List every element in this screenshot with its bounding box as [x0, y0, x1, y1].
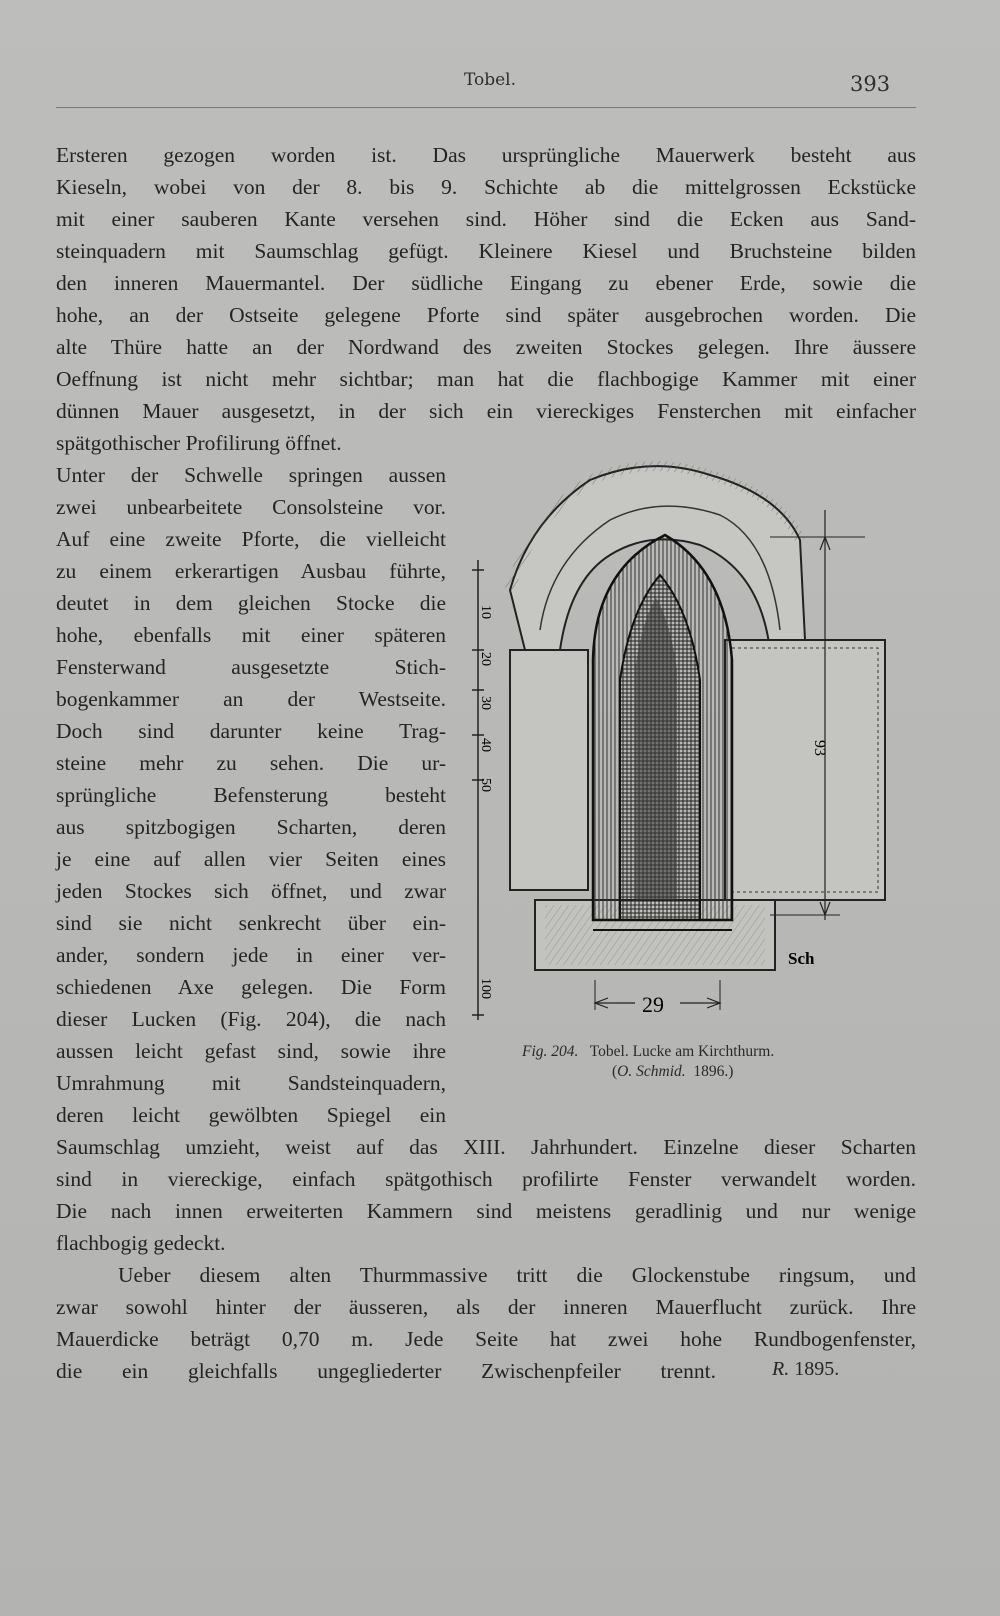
body-line: spätgothischer Profilirung öffnet. [56, 431, 342, 455]
body-line: sprüngliche Befensterung besteht [56, 783, 446, 807]
body-line: mit einer sauberen Kante versehen sind. Höher sind die Ecken aus Sand- [56, 207, 916, 231]
body-line: zwei unbearbeitete Consolsteine vor. [56, 495, 446, 519]
body-line: ander, sondern jede in einer ver- [56, 943, 446, 967]
body-line: je eine auf allen vier Seiten eines [56, 847, 446, 871]
scale-label: 50 [478, 778, 493, 792]
body-line: Umrahmung mit Sandsteinquadern, [56, 1071, 446, 1095]
caption-author: O. Schmid. [617, 1063, 686, 1080]
body-line: Doch sind darunter keine Trag- [56, 719, 446, 743]
signature [772, 1358, 839, 1381]
body-line: Oeffnung ist nicht mehr sichtbar; man hat die flachbogige Kammer mit einer [56, 367, 916, 391]
right-jamb-stone [725, 640, 885, 900]
signature-year: 1895. [789, 1358, 840, 1380]
body-line: Die nach innen erweiterten Kammern sind meistens geradlinig und nur wenige [56, 1199, 916, 1223]
body-line: zu einem erkerartigen Ausbau führte, [56, 559, 446, 583]
body-line: den inneren Mauermantel. Der südliche Eingang zu ebener Erde, sowie die [56, 271, 916, 295]
figure-caption-credit [612, 1063, 733, 1081]
scale-label: 100 [478, 978, 493, 999]
body-line: sind in viereckige, einfach spätgothisch profilirte Fenster verwandelt worden. [56, 1167, 916, 1191]
body-line: aus spitzbogigen Scharten, deren [56, 815, 446, 839]
body-line: hohe, ebenfalls mit einer späteren [56, 623, 446, 647]
body-line: Kieseln, wobei von der 8. bis 9. Schichte ab die mittelgrossen Eckstücke [56, 175, 916, 199]
artist-monogram: Sch [788, 949, 815, 968]
caption-title: Tobel. Lucke am Kirchthurm. [589, 1043, 775, 1060]
signature-initial: R. [772, 1358, 790, 1380]
body-line: steinquadern mit Saumschlag gefügt. Kleinere Kiesel und Bruchsteine bilden [56, 239, 916, 263]
running-head: Tobel. [463, 70, 517, 90]
caption-paren: ( [612, 1063, 618, 1080]
body-line: aussen leicht gefast sind, sowie ihre [56, 1039, 446, 1063]
body-line: alte Thüre hatte an der Nordwand des zweiten Stockes gelegen. Ihre äussere [56, 335, 916, 359]
body-line: schiedenen Axe gelegen. Die Form [56, 975, 446, 999]
paragraph-line: Mauerdicke beträgt 0,70 m. Jede Seite hat zwei hohe Rundbogenfenster, [56, 1327, 916, 1351]
vertical-scale [472, 560, 493, 1020]
width-label: 29 [642, 992, 664, 1017]
header-rule [56, 107, 916, 108]
body-line: dünnen Mauer ausgesetzt, in der sich ein viereckiges Fensterchen mit einfacher [56, 399, 916, 423]
body-line: dieser Lucken (Fig. 204), die nach [56, 1007, 446, 1031]
height-label: 93 [811, 740, 828, 756]
body-line: flachbogig gedeckt. [56, 1231, 226, 1255]
body-line: Saumschlag umzieht, weist auf das XIII. Jahrhundert. Einzelne dieser Scharten [56, 1135, 916, 1159]
paragraph-line: die ein gleichfalls ungegliederter Zwischenpfeiler trennt. [56, 1359, 716, 1383]
body-line: hohe, an der Ostseite gelegene Pforte sind später ausgebrochen worden. Die [56, 303, 916, 327]
body-line: bogenkammer an der Westseite. [56, 687, 446, 711]
scale-label: 10 [478, 605, 493, 619]
left-jamb-stone [510, 650, 588, 890]
scale-label: 20 [478, 652, 493, 666]
body-line: Unter der Schwelle springen aussen [56, 463, 446, 487]
width-dimension [595, 980, 720, 1017]
caption-year: 1896. [693, 1063, 729, 1080]
body-line: sind sie nicht senkrecht über ein- [56, 911, 446, 935]
body-line: Fensterwand ausgesetzte Stich- [56, 655, 446, 679]
body-line: Ersteren gezogen worden ist. Das ursprüngliche Mauerwerk besteht aus [56, 143, 916, 167]
window-opening [593, 535, 732, 930]
paragraph-line: Ueber diesem alten Thurmmassive tritt die Glockenstube ringsum, und [118, 1263, 916, 1287]
window-drawing [470, 460, 920, 1060]
paragraph-line: zwar sowohl hinter der äusseren, als der inneren Mauerflucht zurück. Ihre [56, 1295, 916, 1319]
scale-label: 40 [478, 738, 493, 752]
body-line: steine mehr zu sehen. Die ur- [56, 751, 446, 775]
body-line: jeden Stockes sich öffnet, und zwar [56, 879, 446, 903]
body-line: deutet in dem gleichen Stocke die [56, 591, 446, 615]
figure-label: Fig. 204. [522, 1043, 579, 1060]
figure-204 [470, 460, 920, 1080]
figure-caption [522, 1043, 774, 1061]
body-line: deren leicht gewölbten Spiegel ein [56, 1103, 446, 1127]
scale-label: 30 [478, 696, 493, 710]
page-number: 393 [850, 72, 891, 96]
caption-paren: ) [728, 1063, 734, 1080]
body-line: Auf eine zweite Pforte, die vielleicht [56, 527, 446, 551]
